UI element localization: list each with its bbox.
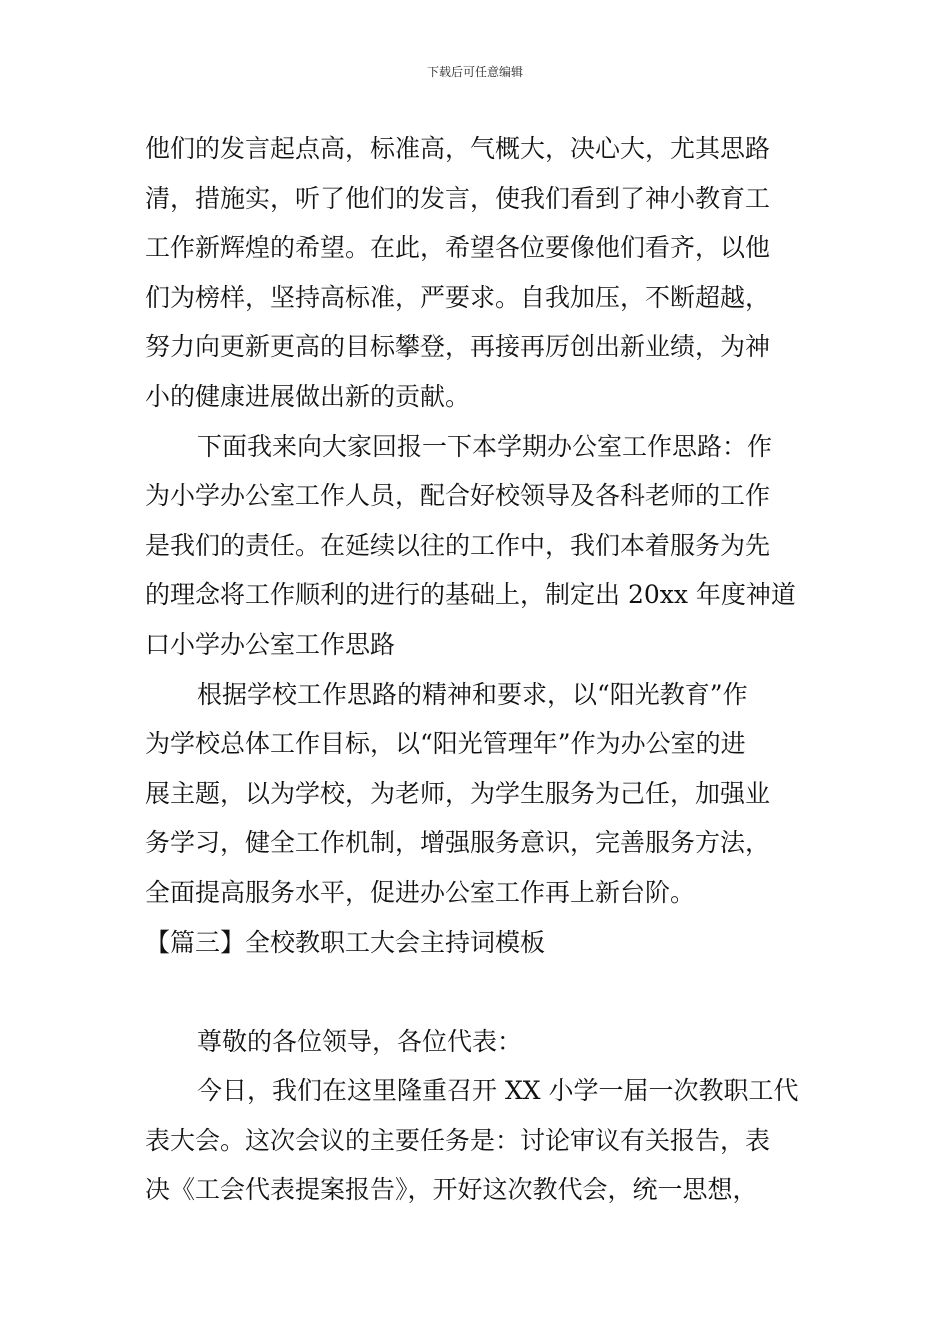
text-line: 尊敬的各位领导，各位代表： <box>197 1027 523 1056</box>
section-heading: 【篇三】全校教职工大会主持词模板 <box>145 928 546 957</box>
text-line: 小的健康进展做出新的贡献。 <box>145 382 471 411</box>
text-line: 是我们的责任。在延续以往的工作中，我们本着服务为先 <box>145 531 771 560</box>
text-line: 表大会。这次会议的主要任务是：讨论审议有关报告，表 <box>145 1126 771 1155</box>
text-line: 展主题，以为学校，为老师，为学生服务为己任，加强业 <box>145 779 771 808</box>
text-line: 根据学校工作思路的精神和要求，以“阳光教育”作 <box>197 680 748 709</box>
text-line: 务学习，健全工作机制，增强服务意识，完善服务方法， <box>145 828 771 857</box>
text-line: 们为榜样，坚持高标准，严要求。自我加压，不断超越， <box>145 283 771 312</box>
text-line: 今日，我们在这里隆重召开 XX 小学一届一次教职工代 <box>197 1076 799 1105</box>
text-line: 的理念将工作顺利的进行的基础上，制定出 20xx 年度神道 <box>145 580 796 609</box>
text-line: 为学校总体工作目标，以“阳光管理年”作为办公室的进 <box>145 729 746 758</box>
text-line: 清，措施实，听了他们的发言，使我们看到了神小教育工 <box>145 184 771 213</box>
text-line: 全面提高服务水平，促进办公室工作再上新台阶。 <box>145 878 696 907</box>
text-line: 努力向更新更高的目标攀登，再接再厉创出新业绩，为神 <box>145 332 771 361</box>
text-line: 工作新辉煌的希望。在此，希望各位要像他们看齐，以他 <box>145 233 771 262</box>
text-line: 为小学办公室工作人员，配合好校领导及各科老师的工作 <box>145 481 771 510</box>
text-line: 决《工会代表提案报告》，开好这次教代会，统一思想， <box>145 1175 758 1204</box>
page-header: 下载后可任意编辑 <box>426 65 523 79</box>
text-line: 他们的发言起点高，标准高，气概大，决心大，尤其思路 <box>145 134 771 163</box>
text-line: 口小学办公室工作思路 <box>145 630 396 659</box>
text-line: 下面我来向大家回报一下本学期办公室工作思路：作 <box>197 432 773 461</box>
